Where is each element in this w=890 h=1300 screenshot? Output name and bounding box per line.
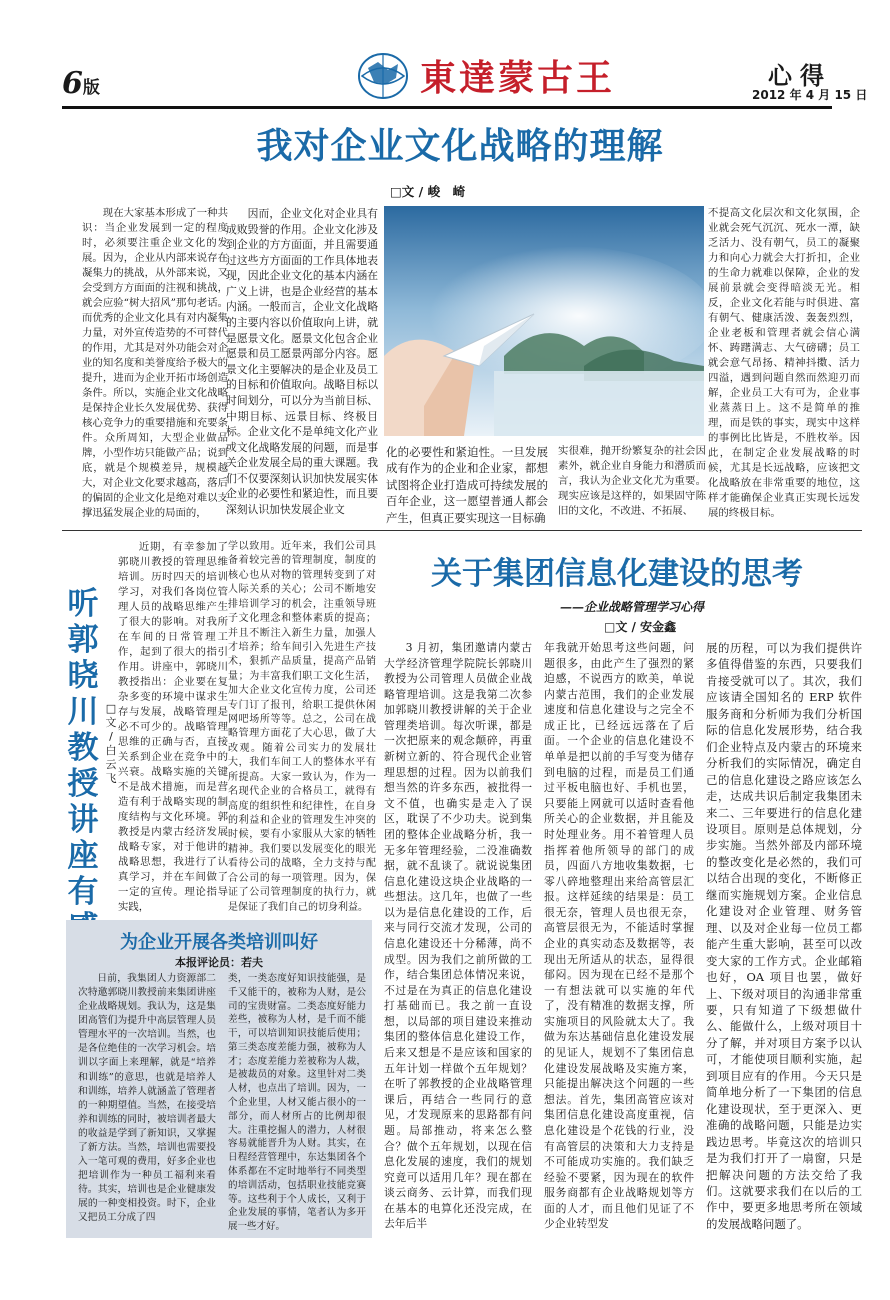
article4-column-2: 年我就开始思考这些问题，问题很多，由此产生了强烈的紧迫感，不说西方的欧美，单说内蒙古范围，我们的企业发展速度和信息化建设与之完全不成正比，已经远远落在了后面。一个企业的信息化建设不单单是把以前的手写变为储存到电脑的过程，而是员工们通过平板电脑也好、手机也罢，只要能上网就可以适时查看他所关心的企业数据，并且能及时处理业务。用不着管理人员指挥着他所领导的部门的成员，四面八方地收集数据，七零八碎地整理出来给高管层汇报。这样延续的结果是：员工很无奈，管理人员也很无奈，高管层很无为，不能适时掌握企业的真实动态及数据等，表现出无所适从的状态，显得很郁闷。因为现在已经不是那个一有想法就可以实施的年代了，没有精准的数据支撑，所实施项目的风险就太大了。我做为东达基础信息化建设发展的见证人，规划不了集团信息化建设发展战略及实施方案，只能提出解决这个问题的一些想法。首先，集团高管应该对集团信息化建设高度重视，信息化建设是个花钱的行业，没有高管层的决策和大力支持是不可能成功实施的。我们缺乏经验不要紧，因为现在的软件服务商都有企业战略规划等方面的人才，而且他们见证了不少企业转型发 xyxy=(544,641,694,1231)
article3-column-2: 类，一类态度好知识技能强，是千又能干的，被称为人财，是公司的宝贵财富。二类态度好能力差些，被称为人材，是千而不能干，可以培训知识技能后使用；第三类态度差能力强，被称为人才；态度差能力差被称为人裁，是被裁员的对象。这里针对二类人材，也点出了培训。因为，一个企业里，人材又能占很小的一部分，而人材所占的比例却很大。注重挖掘人的潜力，人材很容易就能晋升为人财。其实，在日程经营管理中，东达集团各个体系都在不定时地举行不同类型的培训活动，包括职业技能竞赛等。这些利于个人成长，又利于企业发展的事情，笔者认为多开展一些才好。 xyxy=(228,973,366,1233)
article2-column-1: 近期，有幸参加了郭晓川教授的管理思维培训。历时四天的培训学习，对我们各岗位管理人员的战略思维产生了很大的影响。对我所在车间的日常管理工作，起到了很大的指引作用。讲座中，郭晓川教授指出：企业要在复杂多变的环境中谋求生存与发展，战略管理是必不可少的。战略管理思维的正确与否，直接关系到企业在竞争中的兴衰。战略实施的关键不是战术措施，而是营造有利于战略实现的制度结构与文化环境。郭教授是内蒙古经济发展战略专家，对于他讲的战略思想，我进行了认真学习，并在车间做了一定的宣传。理论指导实践， xyxy=(118,541,228,913)
article4-headline: 关于集团信息化建设的思考 xyxy=(431,556,803,592)
masthead-rule xyxy=(62,106,832,109)
article1-column-5: 实很难，抛开纷繁复杂的社会因素外，就企业自身能力和潜质而言，我认为企业文化尤为重要。现实应该是这样的，如果固守陈旧的文化，不改进、不拓展、 xyxy=(558,445,706,517)
article1-column-1: 现在大家基本形成了一种共识：当企业发展到一定的程度时，必须要注重企业文化的发展。因为，企业从内部来说存在凝集力的挑战，从外部来说，又会受到方方面面的注视和挑战，就会应验“树大招风”那句老话。而优秀的企业文化具有对内凝集力量，对外宣传造势的不可替代的作用，尤其是对外功能会对企业的知名度和美誉度给予极大的提升，进而为企业开拓市场创造条件。所以，实施企业文化战略是保持企业长久发展优势、获得核心竞争力的重要措施和充要条件。众所周知，大型企业做品牌，小型作坊只能做产品；说到底，就是个规模差异，规模越大，对企业文化要求越高，落后的偏固的企业文化是绝对难以支撑迅猛发展企业的局面的， xyxy=(82,207,228,519)
article1-column-3: 不提高文化层次和文化氛围，企业就会死气沉沉、死水一潭，缺乏活力、没有朝气，员工的凝聚力和向心力就会大打折扣，企业的生命力就难以保障，企业的发展前景就会变得暗淡无光。相反，企业文化若能与时俱进、富有朝气、健康活泼、轰轰烈烈，企业老板和管理者就会信心满怀、踌躇满志、大气磅礴；员工就会意气昂扬、精神抖擞、活力四溢，遇到问题自然而然迎刃而解，企业员工大有可为，企业事业蒸蒸日上。这不是简单的推理，而是铁的事实，现实中这样的事例比比皆是，不胜枚举。因此，在制定企业发展战略的时候，尤其是长远战略，应该把文化战略放在非常重要的地位，这样才能确保企业真正实现长远发展的终极目标。 xyxy=(708,207,860,519)
article4-column-1: 3 月初，集团邀请内蒙古大学经济管理学院院长郭晓川教授为公司管理人员做企业战略管理培训。这是我第二次参加郭晓川教授讲解的关于企业管理类培训。每次听课，都是一次把原来的观念颠碎，再重新树立新的、符合现代企业管理思想的过程。因为以前我们想当然的许多东西，被批得一文不值，也确实是走入了误区，耽误了不少功夫。说到集团的整体企业战略分析，我一无多年管理经验，二没准确数据，就不乱谈了。就说说集团信息化建设这块企业战略的一些想法。这几年，也做了一些以为是信息化建设的工作，后来与同行交流才发现，公司的信息化建设还十分稀薄，尚不成型。因为我们之前所做的工作，结合集团总体情况来说，不过是在为真正的信息化建设打基础而已。我之前一直设想，以局部的项目建设来推动集团的整体信息化建设工作，后来又想是不是应该和国家的五年计划一样做个五年规划？在听了郭教授的企业战略管理课后，再结合一些同行的意见，才发现原来的思路都有问题。局部推动，将来怎么整合？做个五年规划，以现在信息化发展的速度，我们的规划究竟可以适用几年？现在都在谈云商务、云计算，而我们现在基本的电算化还没完成，在去年后半 xyxy=(384,641,532,1231)
article1-headline: 我对企业文化战略的理解 xyxy=(256,126,664,167)
section-divider xyxy=(62,530,862,531)
newspaper-logo-icon xyxy=(352,46,414,102)
article4-column-3: 展的历程，可以为我们提供许多值得借鉴的东西，只要我们肯接受就可以了。其次，我们应该请全国知名的 ERP 软件服务商和分析师为我们分析国际的信息化发展形势，结合我们企业特点及内蒙古的环境来分析我们的实际情况，确定自己的信息化建设之路应该怎么走，达成共识后制定我集团未来二、三年要进行的信息化建设项目。原则是总体规划，分步实施。当然外部及内部环境的整改变化是必然的，我们可以结合出现的变化，不断修正继而实施规划方案。企业信息化建设对企业管理、财务管理、以及对企业每一位员工都能产生重大影响，甚至可以改变大家的工作方式。企业邮箱也好，OA 项目也罢，做好上、下级对项目的沟通非常重要，只有知道了下级想做什么、能做什么，上级对项目十分了解，并对项目方案予以认可，才能使项目顺利实施，起到项目应有的作用。今天只是简单地分析了一下集团的信息化建设现状，至于更深入、更准确的战略问题，只能是边实践边思考。毕竟这次的培训只是为我们打开了一扇窗，只是把解决问题的方法交给了我们。这就要求我们在以后的工作中，要更多地思考所在领域的发展战略问题了。 xyxy=(706,641,862,1231)
article1-column-4: 化的必要性和紧迫性。一旦发展成有作为的企业和企业家，都想试图将企业打造成可持续发展的百年企业，这一愿望普通人都会产生，但真正要实现这一目标确 xyxy=(386,445,548,525)
article1-column-2: 因而，企业文化对企业具有成败毁誉的作用。企业文化涉及到企业的方方面面，并且需要通过这些方方面面的工作具体地表现，因此企业文化的基本内涵在广义上讲，也是企业经营的基本内涵。一般而言，企业文化战略的主要内容以价值取向上讲，就是愿景文化。愿景文化包含企业愿景和员工愿景两部分内容。愿景文化主要解决的是企业及员工的目标和价值取向。战略目标以时间划分，可以分为当前目标、中期目标、远景目标、终极目标。企业文化不是单纯文化产业或文化战略发展的问题，而是事关企业发展全局的重大课题。我们不仅要深刻认识加快发展实体企业的必要性和紧迫性，而且要深刻认识加快发展企业文 xyxy=(226,207,378,516)
article1-byline: □文 / 峻 崎 xyxy=(390,184,466,199)
paper-plane-landscape-photo xyxy=(384,206,704,436)
section-name: 心得 xyxy=(768,62,832,90)
article4-subtitle: ——企业战略管理学习心得 xyxy=(560,600,705,614)
article3-column-1: 日前，我集团人力资源部二次特邀郭晓川教授前来集团讲座企业战略规划。我认为，这是集团高管们为提升中高层管理人员管理水平的一次培训。当然，也是各位绝佳的一次学习机会。培训以字面上来理解，就是“培养和训练”的意思，也就是培养人和训练，培养人就涵盖了管理者的一种期望值。当然，在接受培养和训练的同时，被培训者最大的收益是学到了新知识，又掌握了新方法。当然，培训也需要投入一笔可观的费用，好多企业也把培训作为一种员工福利来看待。其实，培训也是企业健康发展的一种变相投资。时下，企业又把员工分成了四 xyxy=(78,973,216,1224)
article3-headline: 为企业开展各类培训叫好 xyxy=(120,932,318,953)
article2-vertical-headline: 听郭晓川教授讲座有 xyxy=(67,586,99,910)
publication-date: 2012 年 4 月 15 日 xyxy=(752,88,868,102)
page-number: 6版 xyxy=(62,66,100,101)
article2-byline: □文 / 白云飞 xyxy=(105,702,117,785)
article3-byline: 本报评论员：若夫 xyxy=(175,956,263,969)
page-suffix: 版 xyxy=(82,78,100,98)
article2-column-2: 学以致用。近年来，我们公司具备着较完善的管理制度，制度的核心也从对物的管理转变到了对人际关系的关心；公司不断地安排培训学习的机会，注重领导班子文化理念和整体素质的提高；并且不断注入新生力量，加强人才培养；给车间引入先进生产技术，狠抓产品质量，提高产品销量；为丰富我们职工文化生活，加大企业文化宣传力度，公司还专门订了报刊，给职工提供休闲网吧场所等等。总之，公司在战略管理方面花了大心思，做了大改观。随着公司实力的发展壮大，我们车间工人的整体水平有所提高。大家一致认为，作为一名现代企业的合格员工，就得有高度的组织性和纪律性，在自身的利益和企业的管理发生冲突的时候，要有小家服从大家的牺牲精神。我们要以发展变化的眼光看待公司的战略，全力支持与配合公司的每一项管理。因为，保证了公司管理制度的执行力，就是保证了我们自己的切身利益。 xyxy=(228,541,376,913)
newspaper-name: 東達蒙古王 xyxy=(420,57,616,99)
article4-byline: □文 / 安金鑫 xyxy=(604,620,677,634)
